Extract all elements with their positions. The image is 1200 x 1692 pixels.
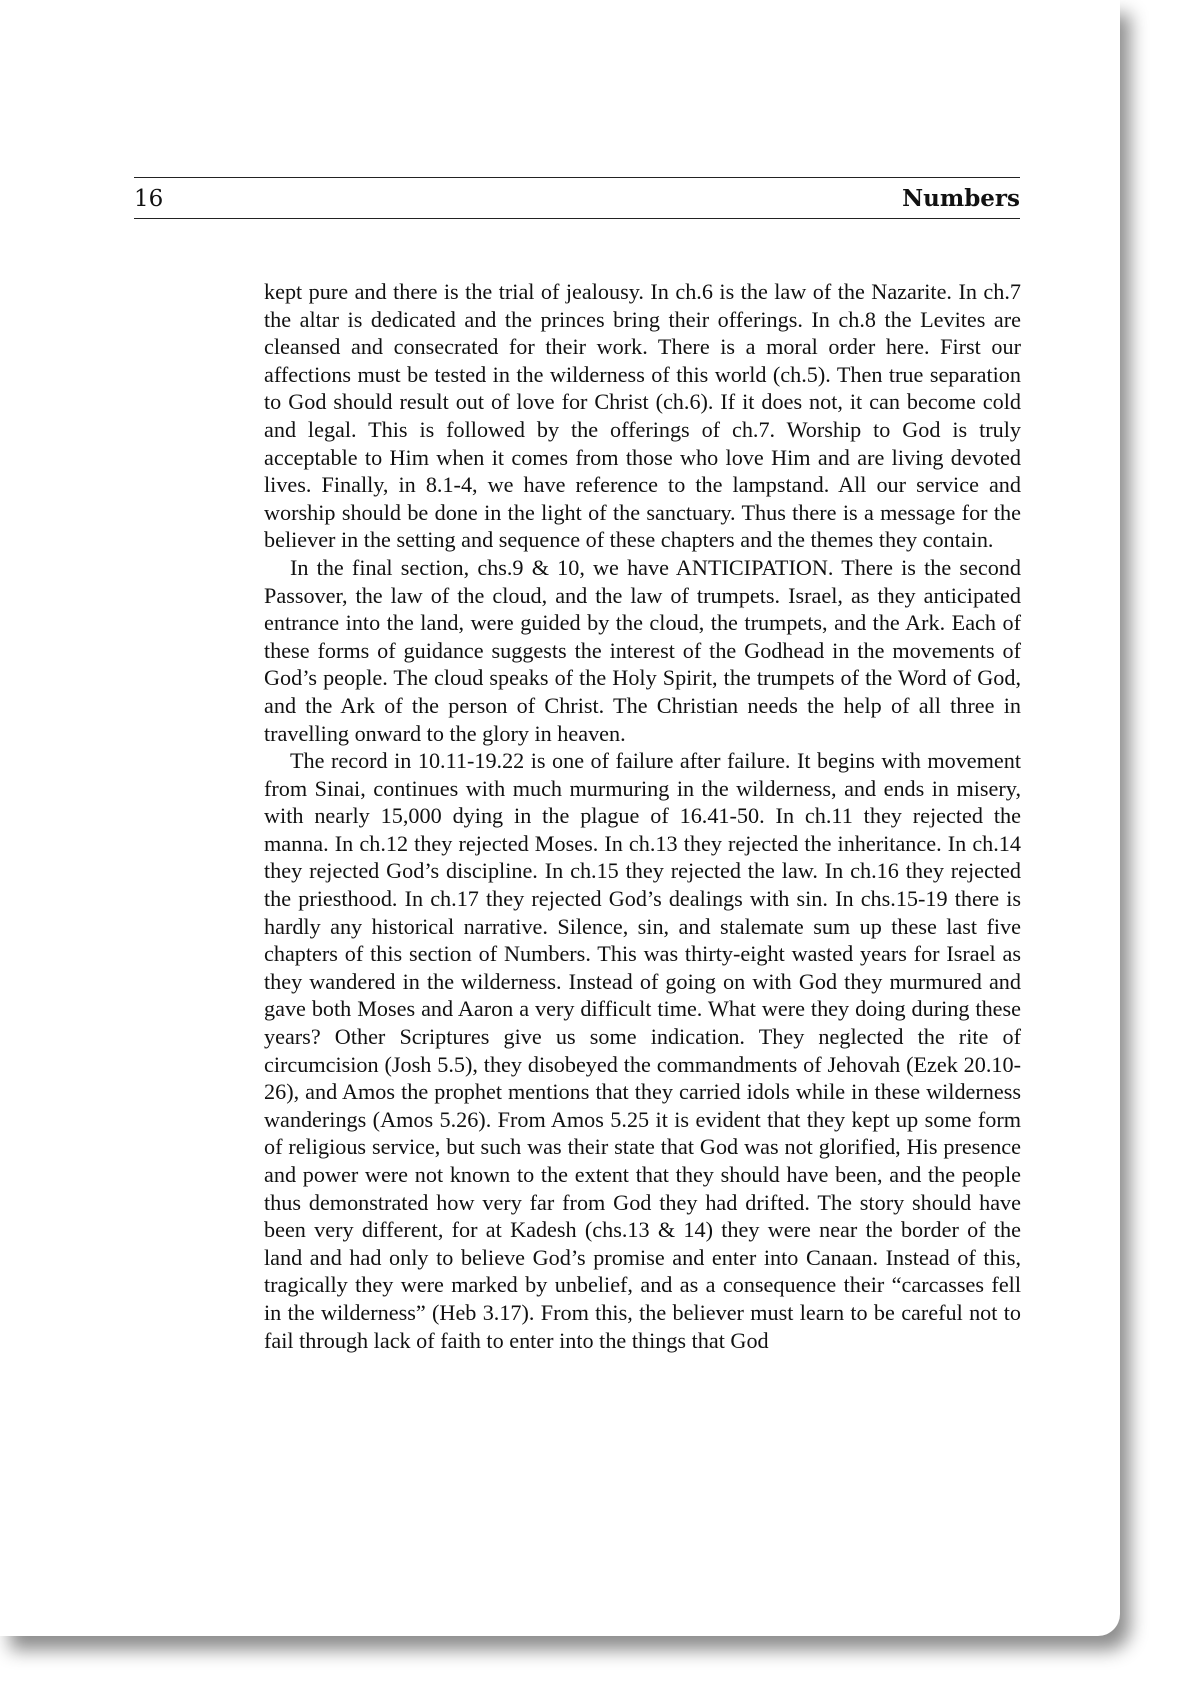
paragraph-anticipation: In the final section, chs.9 & 10, we have ANTICIPATION. There is the second Passover, the law of the cloud, and the law of trumpets. Israel, as they anticipated entrance into the land, were guided by the cloud, the trumpets, and the Ark. Each of these forms of guidance suggests the interest of the Godhead in the movements of God’s people. The cloud speaks of the Holy Spirit, the trumpets of the Word of God, and the Ark of the person of Christ. The Christian needs the help of all three in travelling onward to the glory in heaven. [264, 554, 1021, 746]
body-text [264, 278, 1021, 1354]
page-number: 16 [134, 186, 164, 212]
running-header [134, 177, 1020, 219]
paragraph-failure: The record in 10.11-19.22 is one of failure after failure. It begins with movement from Sinai, continues with much murmuring in the wilderness, and ends in misery, with nearly 15,000 dying in the plague of 16.41-50. In ch.11 they rejected the manna. In ch.12 they rejected Moses. In ch.13 they rejected the inheritance. In ch.14 they rejected God’s discipline. In ch.15 they rejected the law. In ch.16 they rejected the priesthood. In ch.17 they rejected God’s dealings with sin. In chs.15-19 there is hardly any historical narrative. Silence, sin, and stalemate sum up these last five chapters of this section of Numbers. This was thirty-eight wasted years for Israel as they wandered in the wilderness. Instead of going on with God they murmured and gave both Moses and Aaron a very difficult time. What were they doing during these years? Other Scriptures give us some indication. They neglected the rite of circumcision (Josh 5.5), they disobeyed the commandments of Jehovah (Ezek 20.10-26), and Amos the prophet mentions that they carried idols while in these wilderness wanderings (Amos 5.26). From Amos 5.25 it is evident that they kept up some form of religious service, but such was their state that God was not glorified, His presence and power were not known to the extent that they should have been, and the people thus demonstrated how very far from God they had drifted. The story should have been very different, for at Kadesh (chs.13 & 14) they were near the border of the land and had only to believe God’s promise and enter into Canaan. Instead of this, tragically they were marked by unbelief, and as a consequence their “carcasses fell in the wilderness” (Heb 3.17). From this, the believer must learn to be careful not to fail through lack of faith to enter into the things that God [264, 748, 1021, 1353]
paragraph-continuation: kept pure and there is the trial of jealousy. In ch.6 is the law of the Nazarite. In ch.7 the altar is dedicated and the princes bring their offerings. In ch.8 the Levites are cleansed and consecrated for their work. There is a moral order here. First our affections must be tested in the wilderness of this world (ch.5). Then true separation to God should result out of love for Christ (ch.6). If it does not, it can become cold and legal. This is followed by the offerings of ch.7. Worship to God is truly acceptable to Him when it comes from those who love Him and are living devoted lives. Finally, in 8.1-4, we have reference to the lampstand. All our service and worship should be done in the light of the sanctuary. Thus there is a message for the believer in the setting and sequence of these chapters and the themes they contain. [264, 279, 1021, 553]
chapter-title: Numbers [902, 185, 1020, 212]
